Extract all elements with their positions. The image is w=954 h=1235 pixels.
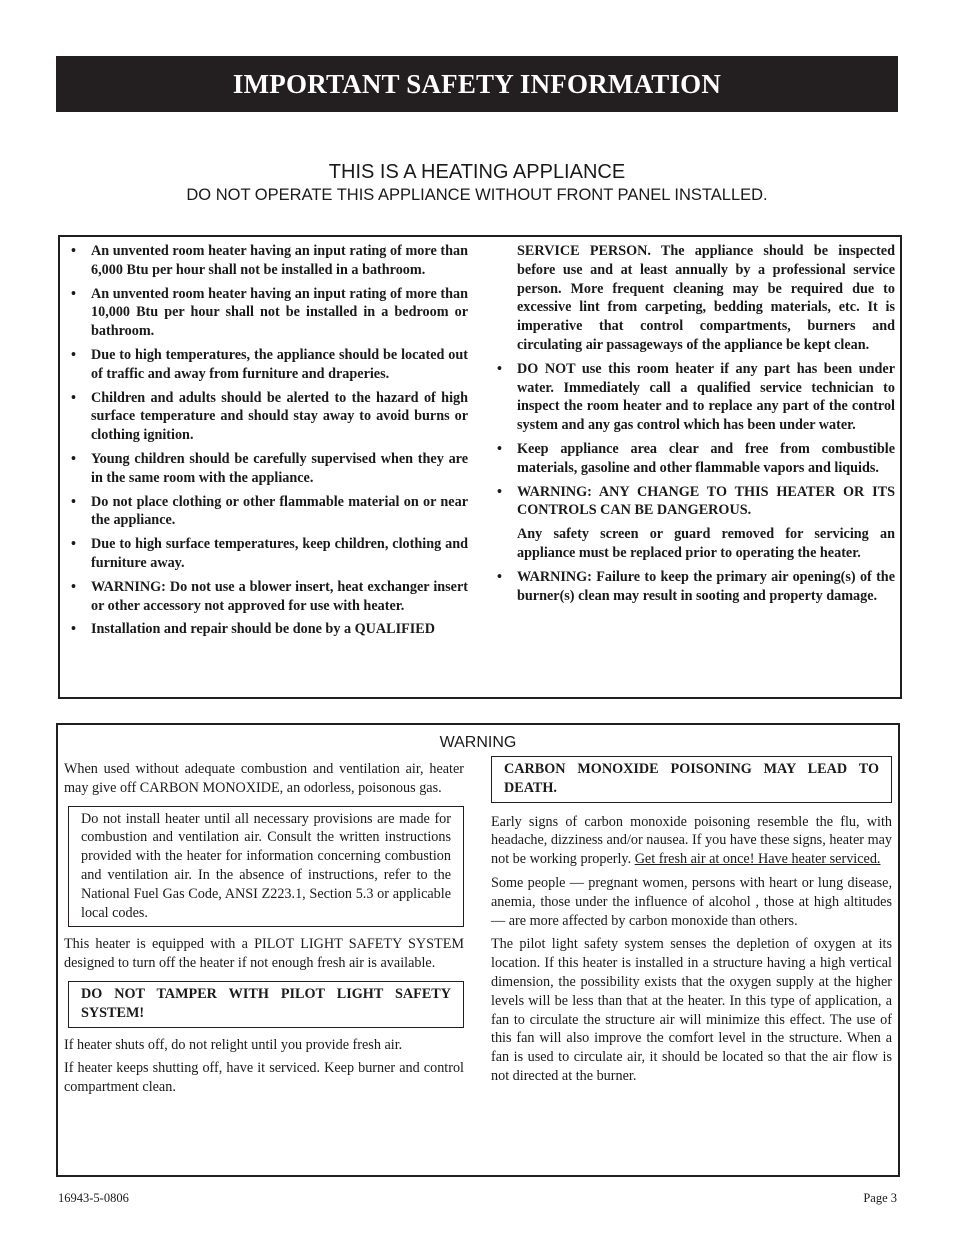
safety-list-right-column [497, 242, 895, 610]
fresh-air-instruction: Get fresh air at once! Have heater serviced. [634, 851, 881, 868]
warning-paragraph: If heater shuts off, do not relight until you provide fresh air. [64, 1036, 403, 1053]
safety-screen-note: Any safety screen or guard removed for servicing an appliance must be replaced prior to operating the heater. [517, 526, 895, 561]
safety-item: • Young children should be carefully supervised when they are in the same room with the appliance. [71, 450, 468, 486]
warning-paragraph: Early signs of carbon monoxide poisoning resemble the flu, with headache, dizziness and/or nausea. If you have these signs, heater may not be working properly. Get fresh air at once! Have heater serviced. [491, 813, 892, 868]
safety-list-box [58, 235, 902, 699]
safety-item: • WARNING: Do not use a blower insert, heat exchanger insert or other accessory not approved for use with heater. [71, 578, 468, 614]
warning-box [56, 723, 900, 1177]
header-banner [56, 56, 898, 112]
ventilation-notice-box: Do not install heater until all necessary provisions are made for combustion and ventilation air. Consult the written instructions provided with the heater for information concerning combustion and ventilation air. In the absence of instructions, refer to the National Fuel Gas Code, ANSI Z223.1, Section 5.3 or applicable local codes. [68, 806, 464, 928]
safety-item: • WARNING: Failure to keep the primary air opening(s) of the burner(s) clean may result in sooting and property damage. [497, 568, 895, 604]
warning-paragraph: Some people — pregnant women, persons with heart or lung disease, anemia, those under the influence of alcohol , those at high altitudes — are more affected by carbon monoxide than others. [491, 874, 892, 929]
heating-appliance-heading: THIS IS A HEATING APPLIANCE [328, 161, 626, 183]
warning-right-column [491, 756, 892, 1091]
safety-item: • An unvented room heater having an input rating of more than 6,000 Btu per hour shall not be installed in a bathroom. [71, 243, 468, 278]
safety-list-left-column [71, 242, 468, 644]
safety-item: • WARNING: ANY CHANGE TO THIS HEATER OR ITS CONTROLS CAN BE DANGEROUS. [497, 483, 895, 519]
safety-item: • Keep appliance area clear and free from combustible materials, gasoline and other flammable vapors and liquids. [497, 440, 895, 476]
safety-item: • Installation and repair should be done by a QUALIFIED [71, 621, 436, 638]
do-not-tamper-box: DO NOT TAMPER WITH PILOT LIGHT SAFETY SYSTEM! [68, 981, 464, 1028]
front-panel-notice: DO NOT OPERATE THIS APPLIANCE WITHOUT FRONT PANEL INSTALLED. [186, 186, 768, 204]
safety-item: • Due to high surface temperatures, keep children, clothing and furniture away. [71, 536, 468, 571]
document-number: 16943-5-0806 [58, 1191, 129, 1205]
safety-item: • Due to high temperatures, the appliance should be located out of traffic and away from furniture and draperies. [71, 346, 468, 382]
warning-paragraph: When used without adequate combustion and ventilation air, heater may give off CARBON MONOXIDE, an odorless, poisonous gas. [64, 761, 464, 796]
warning-title: WARNING [439, 734, 517, 751]
co-poisoning-box: CARBON MONOXIDE POISONING MAY LEAD TO DEATH. [491, 756, 892, 803]
safety-item-continuation: SERVICE PERSON. The appliance should be inspected before use and at least annually by a professional service person. More frequent cleaning may be required due to excessive lint from carpeting, bedding materials, etc. It is imperative that control compartments, burners and circulating air passageways of the appliance be kept clean. [517, 243, 895, 353]
safety-item: • Do not place clothing or other flammable material on or near the appliance. [71, 493, 468, 529]
safety-item: • DO NOT use this room heater if any part has been under water. Immediately call a qualified service technician to inspect the room heater and to replace any part of the control system and any gas control which has been under water. [497, 360, 895, 434]
warning-paragraph: This heater is equipped with a PILOT LIGHT SAFETY SYSTEM designed to turn off the heater if not enough fresh air is available. [64, 936, 464, 972]
page-number: Page 3 [863, 1191, 897, 1205]
warning-paragraph: The pilot light safety system senses the depletion of oxygen at its location. If this heater is installed in a structure having a high vertical dimension, the possibility exists that the oxygen supply at the higher levels will be less than that at the heater. In this type of application, a fan to circulate the structure air will minimize this effect. The use of this fan will also improve the comfort level in the structure. When a fan is used to circulate air, it should be located so that the air flow is not directed at the burner. [491, 936, 892, 1084]
safety-item: • An unvented room heater having an input rating of more than 10,000 Btu per hour shall not be installed in a bedroom or bathroom. [71, 285, 468, 340]
warning-left-column [64, 760, 464, 1102]
page-title: IMPORTANT SAFETY INFORMATION [232, 68, 722, 99]
warning-paragraph: If heater keeps shutting off, have it serviced. Keep burner and control compartment clean. [64, 1060, 464, 1096]
safety-item: • Children and adults should be alerted to the hazard of high surface temperature and should stay away to avoid burns or clothing ignition. [71, 389, 468, 444]
